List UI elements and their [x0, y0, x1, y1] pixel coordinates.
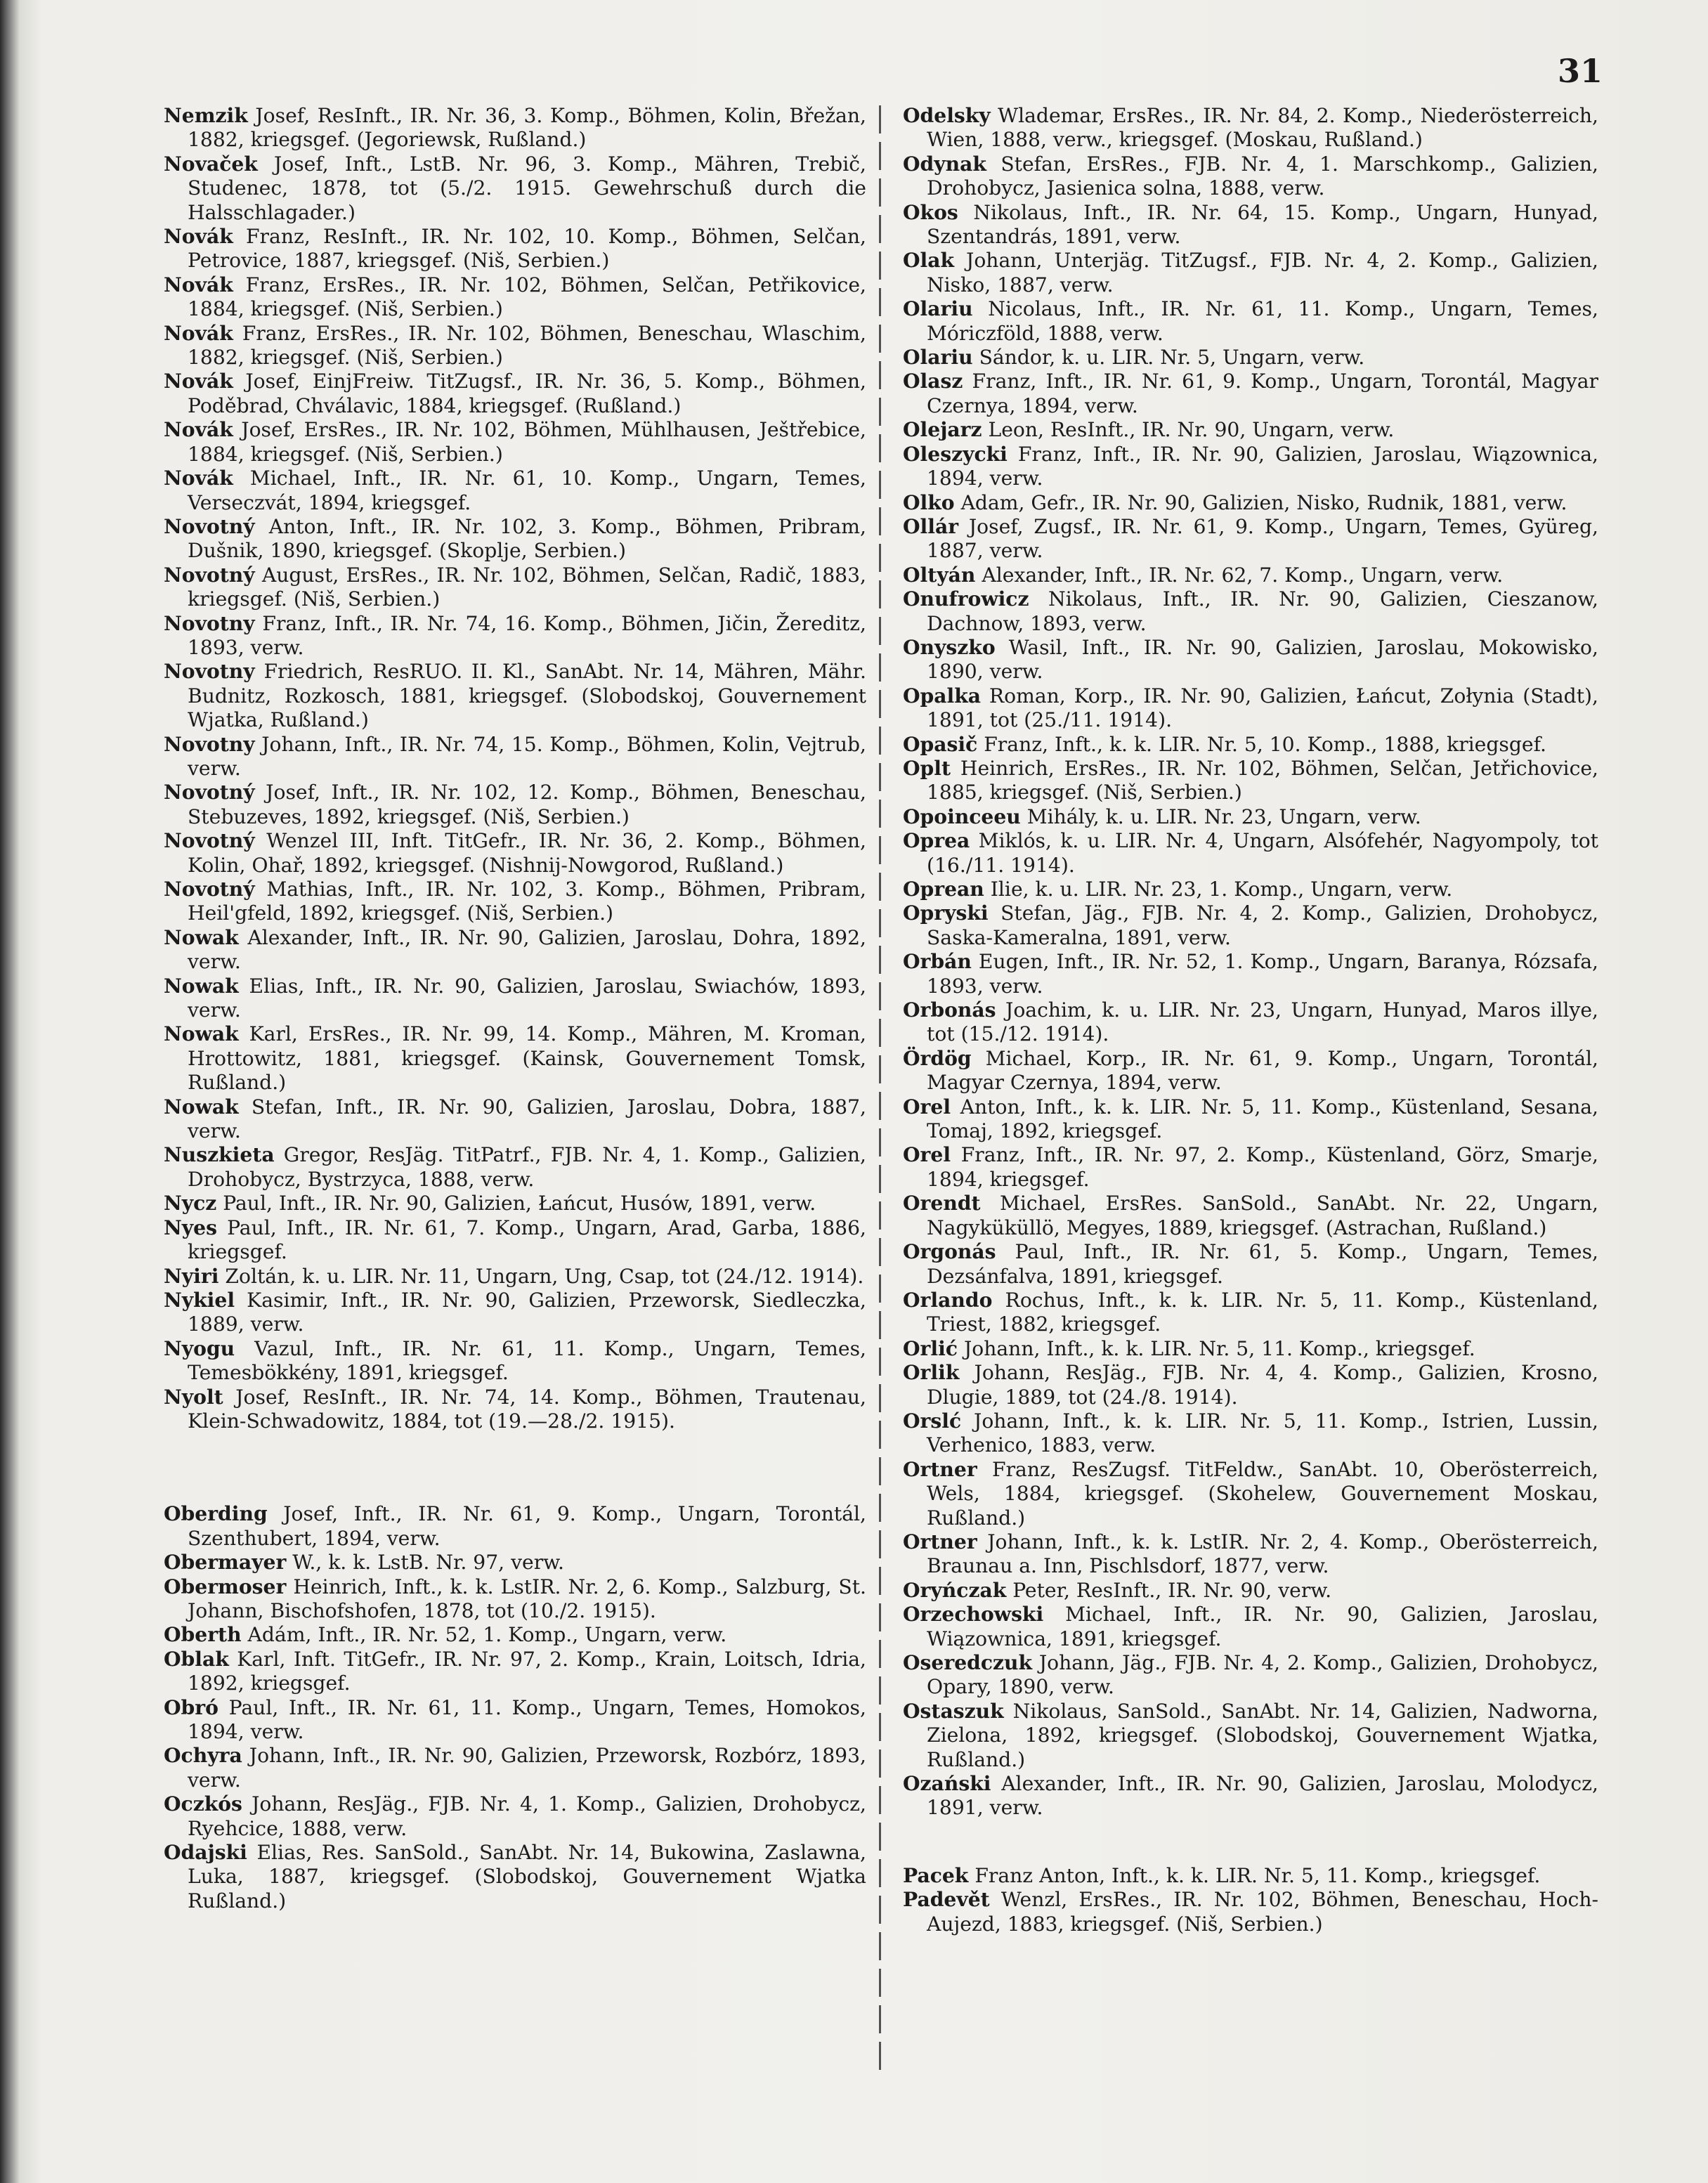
register-entry	[903, 515, 1598, 563]
entry-details: Josef, Zugsf., IR. Nr. 61, 9. Komp., Ungarn, Temes, Gyüreg, 1887, verw.	[927, 514, 1598, 563]
entry-surname: Novák	[164, 467, 233, 490]
entry-details: Leon, ResInft., IR. Nr. 90, Ungarn, verw.	[988, 418, 1395, 442]
entry-details: Michael, Inft., IR. Nr. 61, 10. Komp., Ungarn, Temes, Verseczvát, 1894, kriegsgef.	[188, 467, 867, 514]
entry-details: Anton, Inft., k. k. LIR. Nr. 5, 11. Komp., Küstenland, Sesana, Tomaj, 1892, kriegsgef.	[927, 1095, 1598, 1143]
entry-details: August, ErsRes., IR. Nr. 102, Böhmen, Selčan, Radič, 1883, kriegsgef. (Niš, Serbien.)	[188, 563, 866, 611]
register-entry	[903, 829, 1598, 878]
entry-details: Alexander, Inft., IR. Nr. 62, 7. Komp., Ungarn, verw.	[982, 563, 1504, 587]
register-entry	[164, 322, 866, 370]
register-entry	[903, 1361, 1598, 1409]
register-entry	[164, 152, 866, 225]
left-column	[164, 104, 866, 1913]
entry-surname: Obró	[164, 1695, 219, 1719]
entry-details: Johann, ResJäg., FJB. Nr. 4, 4. Komp., Galizien, Krosno, Dlugie, 1889, tot (24./8. 1914).	[927, 1361, 1598, 1409]
register-entry	[903, 104, 1598, 152]
entry-surname: Nemzik	[164, 104, 248, 127]
register-entry	[164, 1216, 866, 1265]
entry-surname: Novák	[164, 225, 233, 249]
register-entry	[164, 975, 866, 1023]
entry-details: Stefan, Jäg., FJB. Nr. 4, 2. Komp., Galizien, Drohobycz, Saska-Kameralna, 1891, verw.	[927, 901, 1598, 949]
right-column	[903, 104, 1598, 1936]
entry-surname: Oczkós	[164, 1792, 242, 1816]
register-entry	[164, 1337, 866, 1386]
entry-details: Anton, Inft., IR. Nr. 102, 3. Komp., Böhmen, Pribram, Dušnik, 1890, kriegsgef. (Skoplje, Serbien.)	[188, 514, 866, 563]
entry-details: Karl, ErsRes., IR. Nr. 99, 14. Komp., Mähren, M. Kroman, Hrottowitz, 1881, kriegsgef. (Kainsk, Gouvernement Tomsk, Rußland.)	[188, 1022, 866, 1095]
entry-surname: Obermayer	[164, 1551, 287, 1575]
entry-surname: Orzechowski	[903, 1603, 1044, 1627]
register-entry	[164, 225, 866, 273]
register-entry	[164, 1648, 866, 1696]
register-entry	[903, 1143, 1598, 1192]
entry-surname: Novotny	[164, 660, 255, 684]
register-entry	[164, 1265, 866, 1289]
register-entry	[903, 1651, 1598, 1700]
entry-details: Johann, Unterjäg. TitZugsf., FJB. Nr. 4, 2. Komp., Galizien, Nisko, 1887, verw.	[927, 249, 1599, 297]
entry-surname: Novák	[164, 370, 233, 393]
register-entry	[164, 1841, 866, 1913]
register-entry	[164, 1386, 866, 1434]
entry-surname: Novotny	[164, 732, 255, 756]
register-entry	[164, 1551, 866, 1575]
entry-surname: Orel	[903, 1143, 951, 1167]
entry-details: Paul, Inft., IR. Nr. 61, 7. Komp., Ungarn, Arad, Garba, 1886, kriegsgef.	[188, 1216, 866, 1264]
entry-surname: Orgonás	[903, 1240, 996, 1264]
register-entry	[164, 515, 866, 563]
entry-details: Wenzel III, Inft. TitGefr., IR. Nr. 36, 2. Komp., Böhmen, Kolin, Ohař, 1892, kriegsgef. (Nishnij-Nowgorod, Rußland.)	[188, 829, 866, 877]
register-entry	[164, 781, 866, 829]
entry-details: Franz, ErsRes., IR. Nr. 102, Böhmen, Beneschau, Wlaschim, 1882, kriegsgef. (Niš, Serbien.)	[188, 321, 866, 370]
entry-surname: Ollár	[903, 514, 959, 538]
entry-surname: Ochyra	[164, 1744, 242, 1768]
entry-details: Josef, ResInft., IR. Nr. 36, 3. Komp., Böhmen, Kolin, Břežan, 1882, kriegsgef. (Jegoriewsk, Rußland.)	[188, 104, 867, 152]
register-entry	[164, 1289, 866, 1337]
register-entry	[164, 1744, 866, 1792]
entry-surname: Oberding	[164, 1502, 268, 1526]
register-entry	[164, 1192, 866, 1216]
entry-details: Alexander, Inft., IR. Nr. 90, Galizien, Jaroslau, Molodycz, 1891, verw.	[927, 1772, 1598, 1820]
column-divider	[879, 105, 881, 2073]
entry-details: Alexander, Inft., IR. Nr. 90, Galizien, Jaroslau, Dohra, 1892, verw.	[188, 925, 866, 974]
entry-details: Wasil, Inft., IR. Nr. 90, Galizien, Jaroslau, Mokowisko, 1890, verw.	[927, 635, 1598, 684]
entry-surname: Nycz	[164, 1192, 217, 1216]
entry-details: Mihály, k. u. LIR. Nr. 23, Ungarn, verw.	[1026, 804, 1421, 828]
register-entry	[164, 1095, 866, 1144]
entry-surname: Opasič	[903, 732, 978, 756]
register-entry	[903, 1700, 1598, 1772]
register-entry	[903, 1530, 1598, 1579]
entry-surname: Olasz	[903, 370, 963, 393]
section-gap	[164, 1433, 866, 1502]
entry-surname: Oprea	[903, 829, 970, 853]
entry-surname: Opalka	[903, 684, 982, 708]
entry-details: Franz, ResZugsf. TitFeldw., SanAbt. 10, Oberösterreich, Wels, 1884, kriegsgef. (Skohelew, Gouvernement Moskau, Rußland.)	[927, 1457, 1598, 1530]
entry-details: Johann, Inft., IR. Nr. 74, 15. Komp., Böhmen, Kolin, Vejtrub, verw.	[188, 732, 866, 780]
entry-surname: Obermoser	[164, 1575, 287, 1598]
entry-surname: Nyiri	[164, 1264, 219, 1288]
register-entry	[903, 443, 1598, 491]
entry-details: Roman, Korp., IR. Nr. 90, Galizien, Łańcut, Zołynia (Stadt), 1891, tot (25./11. 1914).	[927, 684, 1598, 732]
entry-details: Stefan, ErsRes., FJB. Nr. 4, 1. Marschkomp., Galizien, Drohobycz, Jasienica solna, 1888, verw.	[927, 152, 1598, 200]
entry-surname: Orbonás	[903, 998, 996, 1022]
entry-surname: Orlik	[903, 1361, 960, 1385]
register-entry	[903, 1864, 1598, 1888]
entry-details: Johann, Inft., k. k. LIR. Nr. 5, 11. Komp., kriegsgef.	[963, 1336, 1475, 1360]
entry-surname: Novák	[164, 273, 233, 297]
register-entry	[164, 1143, 866, 1192]
entry-details: Karl, Inft. TitGefr., IR. Nr. 97, 2. Komp., Krain, Loitsch, Idria, 1892, kriegsgef.	[188, 1647, 866, 1695]
register-entry	[903, 1409, 1598, 1458]
entry-details: Franz, Inft., IR. Nr. 74, 16. Komp., Böhmen, Jičin, Žereditz, 1893, verw.	[188, 611, 866, 659]
entry-surname: Okos	[903, 200, 958, 224]
register-entry	[903, 1603, 1598, 1651]
register-entry	[903, 950, 1598, 998]
entry-surname: Nuszkieta	[164, 1143, 275, 1167]
section-gap	[903, 1820, 1598, 1864]
entry-surname: Orlando	[903, 1288, 993, 1312]
entry-details: Johann, Inft., k. k. LIR. Nr. 5, 11. Komp., Istrien, Lussin, Verhenico, 1883, verw.	[927, 1409, 1598, 1457]
register-entry	[164, 878, 866, 926]
entry-surname: Oplt	[903, 756, 951, 780]
entry-details: Nikolaus, SanSold., SanAbt. Nr. 14, Galizien, Nadworna, Zielona, 1892, kriegsgef. (Slobodskoj, Gouvernement Wjatka, Rußland.)	[927, 1699, 1598, 1771]
register-entry	[164, 1792, 866, 1841]
entry-details: Johann, ResJäg., FJB. Nr. 4, 1. Komp., Galizien, Drohobycz, Ryehcice, 1888, verw.	[188, 1792, 866, 1840]
entry-details: Eugen, Inft., IR. Nr. 52, 1. Komp., Ungarn, Baranya, Rózsafa, 1893, verw.	[927, 950, 1598, 998]
entry-details: Peter, ResInft., IR. Nr. 90, verw.	[1012, 1578, 1332, 1602]
register-entry	[903, 733, 1598, 757]
entry-details: Stefan, Inft., IR. Nr. 90, Galizien, Jaroslau, Dobra, 1887, verw.	[188, 1095, 866, 1143]
register-entry	[164, 467, 866, 515]
entry-details: Adám, Inft., IR. Nr. 52, 1. Komp., Ungarn, verw.	[247, 1623, 727, 1647]
register-entry	[903, 297, 1598, 346]
entry-details: Elias, Res. SanSold., SanAbt. Nr. 14, Bukowina, Zaslawna, Luka, 1887, kriegsgef. (Slobodskoj, Gouvernement Wjatka Rußland.)	[188, 1841, 866, 1912]
entry-details: Nicolaus, Inft., IR. Nr. 61, 11. Komp., Ungarn, Temes, Móriczföld, 1888, verw.	[927, 297, 1598, 345]
register-entry	[903, 901, 1598, 950]
register-entry	[164, 1022, 866, 1095]
entry-details: Johann, Inft., k. k. LstIR. Nr. 2, 4. Komp., Oberösterreich, Braunau a. Inn, Pischlsdorf, 1877, verw.	[927, 1530, 1598, 1578]
register-entry	[903, 201, 1598, 249]
entry-details: Johann, Inft., IR. Nr. 90, Galizien, Przeworsk, Rozbórz, 1893, verw.	[188, 1744, 866, 1792]
entry-surname: Oprean	[903, 878, 984, 901]
entry-details: Joachim, k. u. LIR. Nr. 23, Ungarn, Hunyad, Maros illye, tot (15./12. 1914).	[927, 998, 1598, 1046]
entry-details: Josef, Inft., IR. Nr. 61, 9. Komp., Ungarn, Torontál, Szenthubert, 1894, verw.	[188, 1502, 866, 1550]
entry-details: Rochus, Inft., k. k. LIR. Nr. 5, 11. Komp., Küstenland, Triest, 1882, kriegsgef.	[927, 1288, 1598, 1336]
entry-surname: Oltyán	[903, 563, 976, 587]
entry-surname: Nowak	[164, 1022, 239, 1046]
register-entry	[903, 1458, 1598, 1530]
entry-details: Paul, Inft., IR. Nr. 61, 5. Komp., Ungarn, Temes, Dezsánfalva, 1891, kriegsgef.	[927, 1240, 1598, 1288]
register-entry	[903, 563, 1598, 587]
register-entry	[164, 829, 866, 878]
entry-details: Friedrich, ResRUO. II. Kl., SanAbt. Nr. 14, Mähren, Mähr. Budnitz, Rozkosch, 1881, kriegsgef. (Slobodskoj, Gouvernement Wjatka, Rußland.)	[188, 660, 866, 732]
entry-details: Heinrich, ErsRes., IR. Nr. 102, Böhmen, Selčan, Jetřichovice, 1885, kriegsgef. (Niš, Serbien.)	[927, 756, 1599, 804]
entry-surname: Nykiel	[164, 1288, 235, 1312]
entry-surname: Nowak	[164, 1095, 239, 1119]
register-entry	[903, 418, 1598, 442]
entry-details: Paul, Inft., IR. Nr. 90, Galizien, Łańcut, Husów, 1891, verw.	[223, 1192, 816, 1216]
register-entry	[903, 1888, 1598, 1936]
register-entry	[903, 1289, 1598, 1337]
entry-surname: Olak	[903, 249, 955, 273]
register-entry	[164, 1502, 866, 1551]
entry-details: Josef, Inft., IR. Nr. 102, 12. Komp., Böhmen, Beneschau, Stebuzeves, 1892, kriegsgef. (Niš, Serbien.)	[188, 781, 866, 828]
entry-surname: Ördög	[903, 1046, 972, 1070]
register-entry	[903, 1579, 1598, 1603]
entry-surname: Novotný	[164, 514, 255, 538]
entry-surname: Novák	[164, 418, 233, 442]
register-entry	[164, 104, 866, 152]
entry-surname: Orendt	[903, 1192, 981, 1216]
entry-details: Mathias, Inft., IR. Nr. 102, 3. Komp., Böhmen, Pribram, Heil'gfeld, 1892, kriegsgef. (Niš, Serbien.)	[188, 878, 866, 925]
entry-surname: Ostaszuk	[903, 1699, 1004, 1723]
register-entry	[903, 1047, 1598, 1095]
register-entry	[903, 684, 1598, 733]
entry-surname: Odelsky	[903, 104, 991, 127]
register-entry	[903, 757, 1598, 805]
entry-surname: Opryski	[903, 901, 989, 925]
page-number: 31	[1557, 52, 1603, 90]
register-entry	[903, 636, 1598, 684]
entry-surname: Opoinceeu	[903, 804, 1021, 828]
entry-surname: Oleszycki	[903, 442, 1008, 466]
entry-surname: Olariu	[903, 297, 973, 321]
entry-surname: Odajski	[164, 1841, 247, 1865]
register-entry	[903, 491, 1598, 515]
register-entry	[903, 1337, 1598, 1361]
entry-surname: Padevět	[903, 1888, 990, 1912]
entry-details: Vazul, Inft., IR. Nr. 61, 11. Komp., Ungarn, Temes, Temesbökkény, 1891, kriegsgef.	[188, 1336, 866, 1385]
register-entry	[903, 1095, 1598, 1144]
register-entry	[903, 1192, 1598, 1240]
entry-details: Nikolaus, Inft., IR. Nr. 90, Galizien, Cieszanow, Dachnow, 1893, verw.	[927, 587, 1598, 635]
entry-surname: Novotny	[164, 611, 255, 635]
entry-details: Franz, ResInft., IR. Nr. 102, 10. Komp., Böhmen, Selčan, Petrovice, 1887, kriegsgef. (Niš, Serbien.)	[188, 225, 867, 273]
entry-surname: Olko	[903, 490, 955, 514]
entry-surname: Novotný	[164, 829, 255, 853]
register-entry	[164, 733, 866, 781]
entry-surname: Oryńczak	[903, 1578, 1007, 1602]
entry-surname: Oberth	[164, 1623, 242, 1647]
entry-details: Adam, Gefr., IR. Nr. 90, Galizien, Nisko, Rudnik, 1881, verw.	[960, 490, 1567, 514]
entry-surname: Novotný	[164, 563, 255, 587]
entry-surname: Olariu	[903, 346, 973, 370]
entry-surname: Novotný	[164, 878, 255, 901]
register-entry	[903, 878, 1598, 901]
entry-details: Franz, Inft., IR. Nr. 90, Galizien, Jaroslau, Wiązownica, 1894, verw.	[927, 442, 1598, 490]
register-entry	[903, 249, 1598, 297]
entry-surname: Ozański	[903, 1772, 991, 1796]
register-entry	[164, 418, 866, 467]
entry-details: Josef, ResInft., IR. Nr. 74, 14. Komp., Böhmen, Trautenau, Klein-Schwadowitz, 1884, tot (19.—28./2. 1915).	[188, 1385, 867, 1433]
register-entry	[903, 998, 1598, 1047]
register-entry	[903, 587, 1598, 636]
entry-surname: Ortner	[903, 1530, 977, 1553]
register-entry	[903, 1772, 1598, 1820]
entry-details: Josef, Inft., LstB. Nr. 96, 3. Komp., Mähren, Trebič, Studenec, 1878, tot (5./2. 1915. Gewehrschuß durch die Halsschlagader.)	[188, 152, 866, 224]
entry-details: Wlademar, ErsRes., IR. Nr. 84, 2. Komp., Niederösterreich, Wien, 1888, verw., kriegsgef. (Moskau, Rußland.)	[927, 104, 1598, 152]
entry-details: Ilie, k. u. LIR. Nr. 23, 1. Komp., Ungarn, verw.	[990, 878, 1453, 901]
register-entry	[164, 563, 866, 612]
entry-details: Gregor, ResJäg. TitPatrf., FJB. Nr. 4, 1. Komp., Galizien, Drohobycz, Bystrzyca, 1888, verw.	[188, 1143, 866, 1191]
entry-details: Michael, Inft., IR. Nr. 90, Galizien, Jaroslau, Wiązownica, 1891, kriegsgef.	[927, 1603, 1598, 1650]
entry-surname: Novák	[164, 321, 233, 345]
entry-details: Johann, Jäg., FJB. Nr. 4, 2. Komp., Galizien, Drohobycz, Opary, 1890, verw.	[927, 1651, 1598, 1699]
entry-surname: Orbán	[903, 950, 972, 974]
entry-details: Franz Anton, Inft., k. k. LIR. Nr. 5, 11. Komp., kriegsgef.	[974, 1863, 1541, 1887]
entry-details: Michael, ErsRes. SanSold., SanAbt. Nr. 22, Ungarn, Nagyküküllö, Megyes, 1889, kriegsgef. (Astrachan, Rußland.)	[927, 1192, 1599, 1239]
entry-surname: Onyszko	[903, 635, 996, 659]
entry-surname: Pacek	[903, 1863, 969, 1887]
entry-details: Elias, Inft., IR. Nr. 90, Galizien, Jaroslau, Swiachów, 1893, verw.	[188, 974, 866, 1022]
entry-details: Sándor, k. u. LIR. Nr. 5, Ungarn, verw.	[979, 346, 1365, 370]
entry-surname: Nowak	[164, 925, 239, 949]
entry-surname: Onufrowicz	[903, 587, 1029, 611]
entry-surname: Nyes	[164, 1216, 217, 1239]
entry-details: Franz, ErsRes., IR. Nr. 102, Böhmen, Selčan, Petřikovice, 1884, kriegsgef. (Niš, Serbien.)	[188, 273, 866, 321]
entry-details: Heinrich, Inft., k. k. LstIR. Nr. 2, 6. Komp., Salzburg, St. Johann, Bischofshofen, 1878, tot (10./2. 1915).	[188, 1575, 866, 1622]
entry-surname: Novotný	[164, 781, 255, 804]
entry-surname: Nyogu	[164, 1336, 235, 1360]
register-entry	[903, 346, 1598, 370]
entry-surname: Nyolt	[164, 1385, 223, 1409]
register-entry	[164, 273, 866, 322]
entry-details: Paul, Inft., IR. Nr. 61, 11. Komp., Ungarn, Temes, Homokos, 1894, verw.	[188, 1695, 866, 1743]
register-entry	[164, 1575, 866, 1624]
register-entry	[903, 805, 1598, 829]
entry-surname: Odynak	[903, 152, 986, 176]
entry-surname: Orel	[903, 1095, 951, 1119]
entry-surname: Orslć	[903, 1409, 962, 1433]
register-entry	[164, 612, 866, 660]
entry-surname: Oseredczuk	[903, 1651, 1033, 1674]
entry-details: W., k. k. LstB. Nr. 97, verw.	[292, 1551, 564, 1575]
entry-details: Nikolaus, Inft., IR. Nr. 64, 15. Komp., Ungarn, Hunyad, Szentandrás, 1891, verw.	[927, 200, 1599, 249]
entry-surname: Novaček	[164, 152, 258, 176]
entry-surname: Olejarz	[903, 418, 982, 442]
entry-details: Zoltán, k. u. LIR. Nr. 11, Ungarn, Ung, Csap, tot (24./12. 1914).	[225, 1264, 864, 1288]
entry-surname: Oblak	[164, 1647, 229, 1671]
register-entry	[164, 660, 866, 732]
register-entry	[903, 152, 1598, 201]
entry-details: Franz, Inft., IR. Nr. 61, 9. Komp., Ungarn, Torontál, Magyar Czernya, 1894, verw.	[927, 370, 1599, 417]
register-entry	[164, 370, 866, 418]
entry-details: Miklós, k. u. LIR. Nr. 4, Ungarn, Alsófehér, Nagyompoly, tot (16./11. 1914).	[927, 829, 1598, 877]
register-entry	[164, 1623, 866, 1647]
entry-details: Franz, Inft., k. k. LIR. Nr. 5, 10. Komp., 1888, kriegsgef.	[984, 732, 1546, 756]
entry-details: Kasimir, Inft., IR. Nr. 90, Galizien, Przeworsk, Siedleczka, 1889, verw.	[188, 1288, 866, 1336]
entry-details: Michael, Korp., IR. Nr. 61, 9. Komp., Ungarn, Torontál, Magyar Czernya, 1894, verw.	[927, 1046, 1598, 1095]
entry-details: Franz, Inft., IR. Nr. 97, 2. Komp., Küstenland, Görz, Smarje, 1894, kriegsgef.	[927, 1143, 1598, 1191]
register-entry	[903, 370, 1598, 418]
register-entry	[164, 926, 866, 975]
entry-details: Josef, EinjFreiw. TitZugsf., IR. Nr. 36, 5. Komp., Böhmen, Poděbrad, Chválavic, 1884, kriegsgef. (Rußland.)	[188, 370, 866, 417]
register-entry	[164, 1696, 866, 1745]
register-entry	[903, 1240, 1598, 1289]
entry-details: Josef, ErsRes., IR. Nr. 102, Böhmen, Mühlhausen, Ještřebice, 1884, kriegsgef. (Niš, Serbien.)	[188, 418, 866, 466]
entry-surname: Nowak	[164, 974, 239, 998]
entry-surname: Ortner	[903, 1457, 977, 1481]
entry-details: Wenzl, ErsRes., IR. Nr. 102, Böhmen, Beneschau, Hoch-Aujezd, 1883, kriegsgef. (Niš, Serbien.)	[927, 1888, 1599, 1936]
entry-surname: Orlić	[903, 1336, 958, 1360]
